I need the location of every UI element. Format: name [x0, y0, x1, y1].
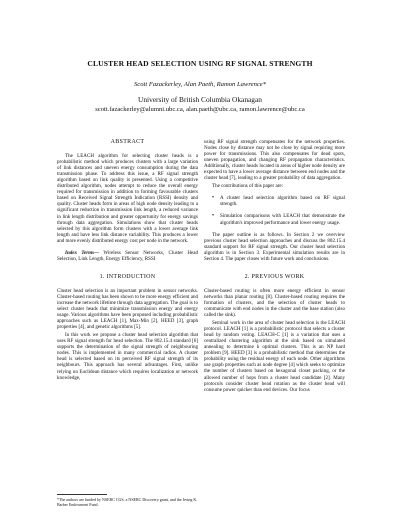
- index-terms: [57, 250, 198, 262]
- index-terms-text: Wireless Sensor Networks, Cluster Head Selection, Link Length, Energy Efficiency, RSSI: [57, 249, 198, 262]
- outline-paragraph: The paper outline is as follows. In Section 2 we overview previous cluster head selection approaches and discuss the 802.15.4 standard support for RF signal strength. Our cluster head selection algorithm is in Section 3. Experimental simulation results are in Section 4. The paper closes with future work and conclusions.: [204, 231, 345, 262]
- intro-paragraph-2: In this work we propose a cluster head selection algorithm that uses RF signal strength for head selection. The 802.15.4 standard [6] supports the determination of the signal strength of neighbouring nodes. This is implemented in many commercial radios. A cluster head is selected based on its perceived RF signal strength of its neighbours. This approach has several advantages. First, unlike relying on Euclidean distance which requires localization or network knowledge,: [57, 332, 198, 381]
- contributions-intro: The contributions of this paper are:: [212, 183, 284, 190]
- paper-affiliation: University of British Columbia Okanagan: [138, 95, 262, 104]
- paper-title: CLUSTER HEAD SELECTION USING RF SIGNAL STRENGTH: [87, 59, 313, 68]
- bullet-glyph: •: [212, 194, 215, 201]
- previous-work-paragraph-2: Seminal work in the area of cluster head selection is the LEACH protocol. LEACH [1] is a probabilistic protocol that selects a cluster head by random voting. LEACH-C [1] is a variation that uses a centralized clustering algorithm at the sink based on simulated annealing to determine k optimal clusters. This is an NP hard problem [9]. HEED [3] is a probabilistic method that determines the probability using the residual energy of each node. Other algorithms use graph properties such as node degree [4] which seeks to optimize the number of clusters based on hexagonal closet packing, or the allowed number of hops from a cluster head candidate [2]. Many protocols consider cluster head rotation as the cluster head will consume power quicker than end devices. Our focus: [204, 320, 345, 393]
- intro-paragraph-3: using RF signal strength compensates for the network properties. Nodes close by distance may not be close by signal requiring more power for transmissions. This also compensates for dead spots, uneven propagation, and changing RF propagation characteristics. Additionally, cluster heads located in areas of higher node density are expected to have a lower average distance between end nodes and the cluster head [7], leading to a greater probability of data aggregation.: [204, 139, 345, 182]
- right-column: [204, 139, 345, 393]
- left-column: [57, 139, 198, 381]
- previous-work-heading: 2. PREVIOUS WORK: [244, 273, 305, 280]
- footnote: *The authors are funded by NSERC CGS, a NSERC Discovery grant, and the Irving K. Barber Endowment Fund.: [57, 497, 198, 507]
- paper-emails: scott.fazackerley@alumni.ubc.ca, alan.paeth@ubc.ca, ramon.lawrence@ubc.ca: [95, 106, 305, 113]
- intro-heading: 1. INTRODUCTION: [99, 273, 156, 280]
- intro-paragraph-1: Cluster head selection is an important problem in sensor networks. Cluster-based routing has been shown to be more energy efficient and increase the network lifetime through data aggregation. The goal is to select cluster heads that minimize transmission energy and energy usage. Various algorithms have been proposed including probabilistic approaches such as LEACH [1], Max-Min [2], HEED [3], graph properties [4], and genetic algorithms [5].: [57, 287, 198, 331]
- list-item: • Simulation comparisons with LEACH that demonstrate the algorithm's improved performance and lower energy usage.: [212, 212, 345, 226]
- bullet-glyph: •: [212, 212, 215, 219]
- index-terms-label: Index Terms—: [65, 249, 100, 256]
- previous-work-paragraph-1: Cluster-based routing is often more energy efficient in sensor networks than planar routing [8]. Cluster-based routing requires the formation of clusters, and the selection of cluster heads to communicate with end nodes in the cluster and the base station (also called the sink).: [204, 287, 345, 319]
- abstract-text: The LEACH algorithm for selecting cluster heads is a probabilistic method which produces clusters with a large variation of link distances and uneven energy consumption during the data transmission phase. To address this issue, a RF signal strength algorithm based on link quality is presented. Using a competitive distributed algorithm, nodes attempt to reduce the overall energy required for transmission in addition to forming favourable clusters based on Received Signal Strength Indication (RSSI) density and quality. Cluster heads form in areas of high node density leading to a significant reduction in transmission link length, a reduced variance in link length distribution and greater opportunity for energy savings through data aggregation. Simulations show that cluster heads selected by this algorithm form clusters with a lower average link length and have less link distance variability. This produces a lower and more evenly distributed energy cost per node in the network.: [57, 153, 198, 244]
- abstract-heading: ABSTRACT: [110, 139, 145, 145]
- footnote-rule: [57, 494, 107, 495]
- contributions-list: [204, 195, 345, 225]
- paper-authors: Scott Fazackerley, Alan Paeth, Ramon Lawrence*: [133, 81, 267, 88]
- list-item: • A cluster head selection algorithm based on RF signal strength.: [212, 194, 345, 208]
